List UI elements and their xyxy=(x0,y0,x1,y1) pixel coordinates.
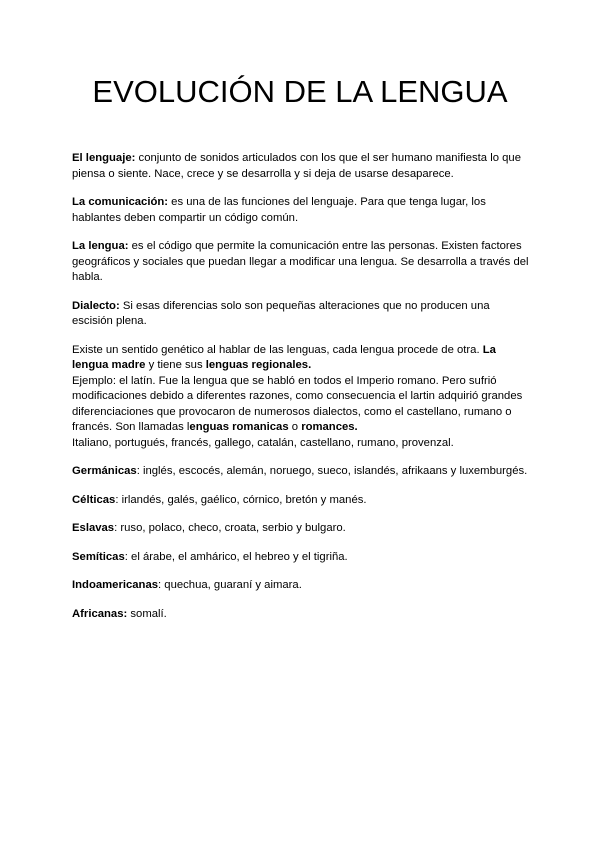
definition-text: conjunto de sonidos articulados con los que el ser humano manifiesta lo que piensa o siente. Nace, crece y se desarrolla y si deja de usarse desaparece. xyxy=(72,152,521,180)
origin-mid: y tiene sus xyxy=(145,359,206,371)
origin-mother-term: La lengua madre xyxy=(72,343,496,371)
family-term: Germánicas xyxy=(72,465,137,477)
origin-regional-term: lenguas regionales. xyxy=(205,359,312,371)
definition-comunicacion xyxy=(72,195,532,226)
family-term: Semíticas xyxy=(72,550,125,563)
document-body xyxy=(72,151,532,635)
definition-text: es una de las funciones del lenguaje. Para que tenga lugar, los hablantes deben compartir un código común. xyxy=(72,196,486,224)
family-term: Africanas: xyxy=(72,607,128,620)
definition-text: es el código que permite la comunicación entre las personas. Existen factores geográficos y sociales que puedan llegar a modificar una lengua. Se desarrolla a través del habla. xyxy=(72,240,529,283)
family-germanicas xyxy=(72,464,532,480)
family-text: : quechua, guaraní y aimara. xyxy=(158,579,302,591)
family-term: Célticas xyxy=(72,493,116,506)
definition-term: La lengua: xyxy=(72,240,129,252)
origin-example xyxy=(72,374,532,436)
definition-lengua xyxy=(72,239,532,286)
origin-romanicas-term: enguas romanicas xyxy=(189,421,289,433)
family-text: : inglés, escocés, alemán, noruego, sueco, islandés, afrikaans y luxemburgés. xyxy=(136,465,528,477)
definition-dialecto xyxy=(72,299,532,330)
family-term: Eslavas xyxy=(72,522,115,534)
family-text: somalí. xyxy=(127,607,167,620)
origin-intro: Existe un sentido genético al hablar de las lenguas, cada lengua procede de otra. xyxy=(72,343,483,356)
family-text: : irlandés, galés, gaélico, córnico, bretón y manés. xyxy=(115,493,367,506)
family-text: : el árabe, el amhárico, el hebreo y el tigriña. xyxy=(124,550,348,563)
origin-o: o xyxy=(288,421,302,433)
origin-paragraph xyxy=(72,343,532,452)
family-term: Indoamericanas xyxy=(72,579,159,591)
origin-example-text: Ejemplo: el latín. Fue la lengua que se habló en todos el Imperio romano. Pero sufrió modificaciones debido a diferentes razones, como consecuencia el lartin adquirió grandes diferenciaciones que provocaron de numerosos dialectos, como el castellano, rumano o francés. Son llamadas l xyxy=(72,374,523,433)
definition-term: El lenguaje: xyxy=(72,152,136,164)
definition-lenguaje xyxy=(72,151,532,182)
family-celticas xyxy=(72,493,532,509)
family-indoamericanas xyxy=(72,578,532,594)
definition-text: Si esas diferencias solo son pequeñas alteraciones que no producen una escisión plena. xyxy=(72,299,490,327)
family-eslavas xyxy=(72,521,532,537)
definition-term: La comunicación: xyxy=(72,196,169,208)
family-semiticas xyxy=(72,550,532,566)
definition-term: Dialecto: xyxy=(72,299,120,312)
family-africanas xyxy=(72,607,532,623)
origin-romance-list: Italiano, portugués, francés, gallego, catalán, castellano, rumano, provenzal. xyxy=(72,436,454,449)
family-text: : ruso, polaco, checo, croata, serbio y bulgaro. xyxy=(114,522,346,534)
origin-romances-term: romances. xyxy=(301,421,358,433)
page-title: EVOLUCIÓN DE LA LENGUA xyxy=(92,74,508,109)
